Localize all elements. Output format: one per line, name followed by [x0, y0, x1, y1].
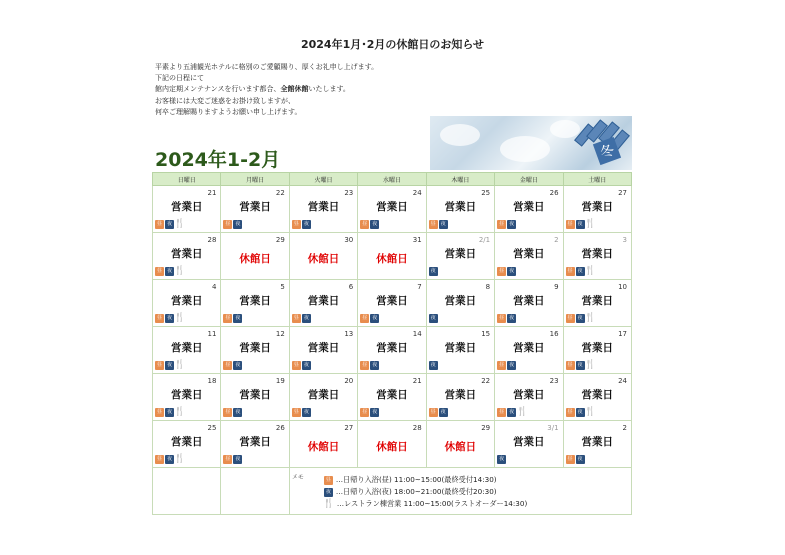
- open-day-label: 営業日: [513, 389, 545, 401]
- calendar-day-cell: [289, 421, 357, 468]
- calendar-week-row: [153, 186, 632, 233]
- service-icons: [497, 455, 506, 464]
- open-day-label: 営業日: [239, 342, 271, 354]
- day-number: 21: [207, 189, 217, 197]
- calendar-day-cell: [426, 421, 494, 468]
- service-icons: [497, 408, 527, 417]
- day-bath-icon: 昼: [156, 221, 162, 227]
- restaurant-icon: 🍴: [174, 219, 186, 229]
- night-bath-icon: 夜: [303, 409, 309, 415]
- notice-emphasis: 全館休館: [280, 85, 309, 94]
- day-number: 21: [412, 377, 422, 385]
- day-bath-icon: 昼: [362, 362, 368, 368]
- calendar-day-cell: [153, 327, 221, 374]
- service-icons: [155, 361, 185, 370]
- calendar-day-cell: [563, 327, 631, 374]
- open-day-label: 営業日: [239, 389, 271, 401]
- legend-night: [324, 486, 527, 498]
- day-bath-icon: 昼: [325, 476, 331, 483]
- day-number: 11: [207, 330, 217, 338]
- open-day-label: 営業日: [239, 295, 271, 307]
- service-icons: [223, 361, 242, 370]
- open-day-label: 営業日: [513, 248, 545, 260]
- day-number: 18: [207, 377, 217, 385]
- calendar-day-cell: [221, 374, 289, 421]
- night-bath-icon: 夜: [509, 315, 515, 321]
- open-day-label: 営業日: [444, 201, 477, 213]
- day-number: 26: [275, 424, 285, 432]
- open-day-label: 営業日: [581, 342, 614, 354]
- day-bath-icon: 昼: [225, 221, 231, 227]
- day-number: 29: [481, 424, 491, 432]
- winter-kanji-icon: 冬: [593, 137, 621, 165]
- day-number: 25: [481, 189, 491, 197]
- open-day-label: 営業日: [581, 436, 614, 448]
- weekday-header: 月曜日: [221, 173, 289, 186]
- open-day-label: 営業日: [581, 295, 614, 307]
- calendar-title: 2024年1-2月: [155, 149, 281, 171]
- day-number: 25: [207, 424, 217, 432]
- memo-label: メモ: [291, 474, 304, 481]
- day-bath-icon: 昼: [499, 315, 505, 321]
- night-bath-icon: 夜: [577, 221, 583, 227]
- calendar-day-cell: [221, 421, 289, 468]
- day-bath-icon: 昼: [499, 409, 505, 415]
- day-number: 12: [275, 330, 285, 338]
- legend-night-text: …日帰り入浴(夜) 18:00~21:00(最終受付20:30): [335, 487, 497, 496]
- night-bath-icon: 夜: [166, 315, 172, 321]
- restaurant-icon: 🍴: [584, 219, 597, 229]
- night-bath-icon: 夜: [509, 221, 515, 227]
- calendar-day-cell: [358, 327, 426, 374]
- day-number: 13: [344, 330, 354, 338]
- calendar-day-cell: [221, 233, 289, 280]
- day-bath-icon: 昼: [156, 315, 162, 321]
- open-day-label: 営業日: [239, 201, 271, 213]
- open-day-label: 営業日: [581, 248, 614, 260]
- day-number: 2: [622, 424, 627, 432]
- notice-line: 下記の日程にて: [155, 74, 204, 83]
- restaurant-icon: 🍴: [174, 266, 186, 276]
- day-number: 24: [412, 189, 422, 197]
- day-bath-icon: 昼: [156, 456, 162, 462]
- memo-cell: [289, 468, 631, 515]
- calendar-day-cell: [563, 186, 631, 233]
- notice-line: 何卒ご理解賜りますようお願い申し上げます。: [155, 107, 302, 116]
- day-number: 10: [618, 283, 627, 291]
- day-number: 14: [412, 330, 422, 338]
- closed-day-label: 休館日: [376, 253, 408, 265]
- day-number: 19: [275, 377, 285, 385]
- calendar-day-cell: [358, 280, 426, 327]
- calendar-day-cell: [563, 421, 631, 468]
- weekday-header: 水曜日: [358, 173, 426, 186]
- calendar-body: [153, 186, 632, 515]
- day-number: 31: [412, 236, 422, 244]
- calendar-day-cell: [153, 280, 221, 327]
- night-bath-icon: 夜: [235, 456, 241, 462]
- day-number: 17: [618, 330, 627, 338]
- service-icons: [292, 408, 311, 417]
- day-number: 2/1: [478, 236, 491, 244]
- service-icons: [566, 314, 596, 323]
- service-icons: [497, 314, 516, 323]
- day-number: 27: [344, 424, 354, 432]
- open-day-label: 営業日: [581, 389, 614, 401]
- day-number: 3: [622, 236, 627, 244]
- service-icons: [497, 361, 516, 370]
- day-bath-icon: 昼: [362, 315, 368, 321]
- service-icons: [566, 455, 585, 464]
- weekday-header-row: [153, 173, 632, 186]
- day-bath-icon: 昼: [499, 362, 505, 368]
- restaurant-icon: 🍴: [323, 498, 335, 509]
- open-day-label: 営業日: [170, 295, 203, 307]
- weekday-header: 日曜日: [153, 173, 221, 186]
- open-day-label: 営業日: [444, 389, 477, 401]
- day-number: 4: [211, 283, 217, 291]
- day-number: 28: [207, 236, 217, 244]
- open-day-label: 営業日: [170, 342, 203, 354]
- calendar-day-cell: [563, 280, 631, 327]
- day-number: 3/1: [547, 424, 559, 432]
- day-bath-icon: 昼: [156, 362, 162, 368]
- day-bath-icon: 昼: [362, 409, 368, 415]
- calendar-day-cell: [153, 233, 221, 280]
- open-day-label: 営業日: [513, 295, 545, 307]
- calendar-day-cell: [221, 280, 289, 327]
- closed-day-label: 休館日: [307, 253, 340, 265]
- open-day-label: 営業日: [170, 201, 203, 213]
- day-bath-icon: 昼: [567, 409, 573, 415]
- open-day-label: 営業日: [170, 436, 203, 448]
- night-bath-icon: 夜: [509, 362, 515, 368]
- legend-day: [324, 474, 527, 486]
- day-bath-icon: 昼: [430, 409, 436, 415]
- service-icons: [429, 220, 448, 229]
- day-number: 29: [275, 236, 285, 244]
- open-day-label: 営業日: [513, 342, 545, 354]
- empty-cell: [153, 468, 221, 515]
- open-day-label: 営業日: [376, 295, 408, 307]
- service-icons: [360, 314, 379, 323]
- day-number: 30: [344, 236, 354, 244]
- night-bath-icon: 夜: [372, 221, 378, 227]
- night-bath-icon: 夜: [166, 362, 172, 368]
- notice-line: [155, 84, 378, 95]
- closed-day-label: 休館日: [307, 441, 340, 453]
- service-icons: [292, 220, 311, 229]
- night-bath-icon: 夜: [577, 456, 583, 462]
- calendar-day-cell: [426, 186, 494, 233]
- day-bath-icon: 昼: [225, 362, 231, 368]
- restaurant-icon: 🍴: [584, 407, 597, 417]
- calendar-day-cell: [289, 374, 357, 421]
- service-icons: [566, 220, 596, 229]
- closed-day-label: 休館日: [239, 253, 271, 265]
- calendar-week-row: [153, 374, 632, 421]
- night-bath-icon: 夜: [577, 362, 583, 368]
- day-bath-icon: 昼: [499, 221, 505, 227]
- day-number: 27: [618, 189, 627, 197]
- calendar-day-cell: [153, 374, 221, 421]
- calendar-day-cell: [289, 280, 357, 327]
- service-icons: [155, 455, 185, 464]
- day-bath-icon: 昼: [225, 315, 231, 321]
- notice-body: [155, 62, 378, 118]
- open-day-label: 営業日: [376, 342, 408, 354]
- day-bath-icon: 昼: [293, 362, 299, 368]
- day-bath-icon: 昼: [293, 221, 299, 227]
- day-bath-icon: 昼: [293, 409, 299, 415]
- day-bath-icon: 昼: [499, 268, 505, 274]
- day-number: 24: [618, 377, 627, 385]
- day-number: 22: [481, 377, 491, 385]
- legend-restaurant-text: …レストラン棟営業 11:00~15:00(ラストオーダー14:30): [336, 499, 528, 508]
- calendar-week-row: [153, 233, 632, 280]
- restaurant-icon: 🍴: [174, 454, 186, 464]
- open-day-label: 営業日: [444, 248, 477, 260]
- open-day-label: 営業日: [307, 295, 340, 307]
- calendar-day-cell: [426, 374, 494, 421]
- service-icons: [155, 314, 185, 323]
- calendar-day-cell: [289, 186, 357, 233]
- calendar-day-cell: [495, 186, 563, 233]
- day-bath-icon: 昼: [156, 268, 162, 274]
- day-number: 28: [412, 424, 422, 432]
- night-bath-icon: 夜: [303, 315, 309, 321]
- weekday-header: 木曜日: [426, 173, 494, 186]
- open-day-label: 営業日: [513, 436, 545, 448]
- service-icons: [223, 455, 242, 464]
- open-day-label: 営業日: [307, 389, 340, 401]
- calendar-day-cell: [221, 327, 289, 374]
- service-icons: [566, 408, 596, 417]
- open-day-label: 営業日: [170, 248, 203, 260]
- day-bath-icon: 昼: [567, 456, 573, 462]
- calendar-week-row: [153, 327, 632, 374]
- night-bath-icon: 夜: [235, 315, 241, 321]
- calendar-day-cell: [221, 186, 289, 233]
- night-bath-icon: 夜: [430, 362, 436, 368]
- calendar-day-cell: [563, 374, 631, 421]
- day-bath-icon: 昼: [225, 409, 231, 415]
- night-bath-icon: 夜: [303, 221, 309, 227]
- day-number: 20: [344, 377, 354, 385]
- weekday-header: 火曜日: [289, 173, 357, 186]
- day-bath-icon: 昼: [225, 456, 231, 462]
- restaurant-icon: 🍴: [584, 313, 597, 323]
- day-bath-icon: 昼: [156, 409, 162, 415]
- weekday-header: 土曜日: [563, 173, 631, 186]
- day-bath-icon: 昼: [430, 221, 436, 227]
- service-icons: [566, 267, 596, 276]
- open-day-label: 営業日: [307, 342, 340, 354]
- closed-day-label: 休館日: [444, 441, 477, 453]
- day-bath-icon: 昼: [567, 221, 573, 227]
- night-bath-icon: 夜: [440, 409, 446, 415]
- service-icons: [429, 267, 438, 276]
- service-icons: [429, 314, 438, 323]
- calendar-day-cell: [563, 233, 631, 280]
- service-icons: [497, 220, 516, 229]
- open-day-label: 営業日: [581, 201, 614, 213]
- calendar-day-cell: [495, 280, 563, 327]
- calendar-day-cell: [495, 374, 563, 421]
- night-bath-icon: 夜: [509, 268, 515, 274]
- calendar-day-cell: [289, 327, 357, 374]
- service-icons: [223, 314, 242, 323]
- empty-cell: [221, 468, 289, 515]
- restaurant-icon: 🍴: [174, 360, 186, 370]
- night-bath-icon: 夜: [372, 362, 378, 368]
- service-icons: [155, 267, 185, 276]
- day-bath-icon: 昼: [362, 221, 368, 227]
- notice-text: いたします。: [308, 85, 350, 94]
- day-number: 15: [481, 330, 491, 338]
- service-icons: [360, 361, 379, 370]
- open-day-label: 営業日: [376, 201, 408, 213]
- service-icons: [155, 220, 185, 229]
- night-bath-icon: 夜: [499, 456, 505, 462]
- calendar-day-cell: [495, 421, 563, 468]
- night-bath-icon: 夜: [235, 362, 241, 368]
- service-icons: [292, 314, 311, 323]
- night-bath-icon: 夜: [372, 409, 378, 415]
- day-number: 7: [417, 283, 422, 291]
- restaurant-icon: 🍴: [584, 266, 597, 276]
- calendar-day-cell: [358, 421, 426, 468]
- notice-text: 館内定期メンテナンスを行います都合、: [155, 85, 281, 94]
- night-bath-icon: 夜: [577, 315, 583, 321]
- calendar-day-cell: [426, 280, 494, 327]
- winter-decoration-image: [430, 116, 632, 170]
- notice-title: 2024年1月･2月の休館日のお知らせ: [300, 38, 485, 51]
- calendar-day-cell: [426, 233, 494, 280]
- night-bath-icon: 夜: [372, 315, 378, 321]
- day-number: 6: [348, 283, 354, 291]
- day-number: 2: [554, 236, 559, 244]
- night-bath-icon: 夜: [325, 488, 331, 495]
- open-day-label: 営業日: [239, 436, 271, 448]
- night-bath-icon: 夜: [440, 221, 446, 227]
- notice-line: お客様には大変ご迷惑をお掛け致しますが、: [155, 96, 295, 105]
- night-bath-icon: 夜: [577, 268, 583, 274]
- day-number: 22: [275, 189, 285, 197]
- service-icons: [429, 361, 438, 370]
- restaurant-icon: 🍴: [174, 313, 186, 323]
- calendar-day-cell: [495, 327, 563, 374]
- day-number: 16: [549, 330, 559, 338]
- day-bath-icon: 昼: [567, 268, 573, 274]
- service-icons: [292, 361, 311, 370]
- calendar-day-cell: [358, 233, 426, 280]
- service-icons: [497, 267, 516, 276]
- service-icons: [360, 220, 379, 229]
- weekday-header: 金曜日: [495, 173, 563, 186]
- day-number: 23: [549, 377, 559, 385]
- day-bath-icon: 昼: [567, 362, 573, 368]
- calendar-day-cell: [358, 186, 426, 233]
- open-day-label: 営業日: [444, 295, 477, 307]
- day-bath-icon: 昼: [293, 315, 299, 321]
- night-bath-icon: 夜: [166, 221, 172, 227]
- open-day-label: 営業日: [444, 342, 477, 354]
- legend-restaurant: [324, 498, 527, 510]
- calendar-day-cell: [153, 186, 221, 233]
- night-bath-icon: 夜: [235, 221, 241, 227]
- service-icons: [155, 408, 185, 417]
- day-number: 5: [280, 283, 285, 291]
- night-bath-icon: 夜: [235, 409, 241, 415]
- night-bath-icon: 夜: [509, 409, 515, 415]
- calendar-day-cell: [358, 374, 426, 421]
- open-day-label: 営業日: [513, 201, 545, 213]
- day-number: 9: [554, 283, 559, 291]
- calendar-day-cell: [289, 233, 357, 280]
- day-bath-icon: 昼: [567, 315, 573, 321]
- calendar-day-cell: [153, 421, 221, 468]
- memo-row: [153, 468, 632, 515]
- open-day-label: 営業日: [307, 201, 340, 213]
- night-bath-icon: 夜: [166, 268, 172, 274]
- service-icons: [223, 220, 242, 229]
- night-bath-icon: 夜: [577, 409, 583, 415]
- night-bath-icon: 夜: [166, 456, 172, 462]
- calendar-day-cell: [495, 233, 563, 280]
- night-bath-icon: 夜: [430, 268, 436, 274]
- night-bath-icon: 夜: [303, 362, 309, 368]
- legend-day-text: …日帰り入浴(昼) 11:00~15:00(最終受付14:30): [335, 475, 497, 484]
- service-icons: [429, 408, 448, 417]
- restaurant-icon: 🍴: [174, 407, 186, 417]
- calendar-week-row: [153, 421, 632, 468]
- calendar-week-row: [153, 280, 632, 327]
- open-day-label: 営業日: [376, 389, 408, 401]
- open-day-label: 営業日: [170, 389, 203, 401]
- calendar-day-cell: [426, 327, 494, 374]
- day-number: 23: [344, 189, 354, 197]
- service-icons: [566, 361, 596, 370]
- day-number: 8: [485, 283, 491, 291]
- calendar-table: [152, 172, 632, 515]
- closed-day-label: 休館日: [376, 441, 408, 453]
- restaurant-icon: 🍴: [516, 407, 528, 417]
- day-number: 26: [549, 189, 559, 197]
- restaurant-icon: 🍴: [584, 360, 597, 370]
- night-bath-icon: 夜: [430, 315, 436, 321]
- notice-line: 平素より五浦観光ホテルに格別のご愛顧賜り、厚くお礼申し上げます。: [155, 63, 379, 71]
- night-bath-icon: 夜: [166, 409, 172, 415]
- legend: [324, 474, 527, 510]
- service-icons: [223, 408, 242, 417]
- service-icons: [360, 408, 379, 417]
